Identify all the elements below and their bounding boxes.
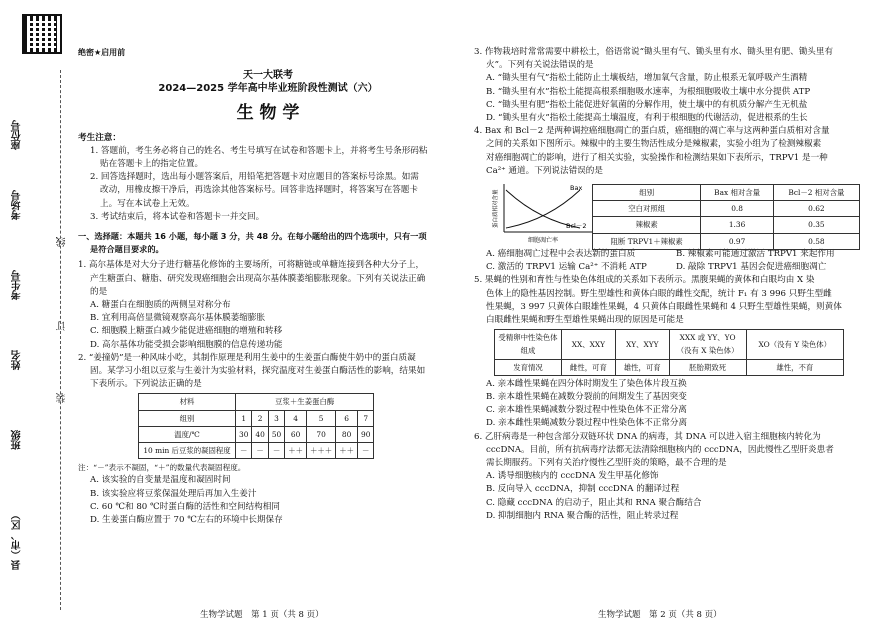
cell: ＋＋ [285, 443, 307, 459]
q5-option-c: C. 亲本雄性果蝇减数分裂过程中性染色体不正常分离 [486, 405, 687, 416]
note-line: 改动，用橡皮擦干净后，再选涂其他答案标号。回答非选择题时，将答案写在答题卡 [100, 185, 418, 196]
cell: 受精卵中性染色体组成 [495, 330, 562, 359]
q1-option-a: A. 糖蛋白在细胞质的两侧呈对称分布 [90, 300, 231, 311]
cell: 4 [285, 410, 307, 426]
footer-left: 生物学试题 第 1 页（共 8 页） [200, 610, 324, 620]
cell: 阻断 TRPV1＋辣椒素 [593, 233, 701, 249]
cell: 组别 [593, 185, 701, 201]
q3-option-a: A. “锄头里有气”指松土能防止土壤板结，增加氧气含量，防止根系无氧呼吸产生酒精 [486, 73, 808, 84]
cell: 组别 [139, 410, 236, 426]
cell: 1.36 [701, 217, 773, 233]
cell: － [268, 443, 284, 459]
secret-mark: 绝密★启用前 [78, 48, 126, 57]
cell: 7 [358, 410, 374, 426]
section-title: 一、选择题：本题共 16 小题，每小题 3 分，共 48 分。在每小题给出的四个选项中，只有一项 [78, 231, 427, 242]
q2-option-a: A. 该实验的自变量是温度和凝固时间 [90, 475, 231, 486]
q2-note: 注：“－”表示不凝固，“＋”的数量代表凝固程度。 [78, 463, 246, 473]
bcl2-label: Bcl－2 [566, 222, 587, 231]
q2-table [138, 393, 374, 459]
cell: 温度/℃ [139, 426, 236, 442]
q5-stem: 性果蝇，3 997 只黄体白眼雄性果蝇，4 只黄体白眼雌性果蝇和 4 只野生型雄性果蝇，则黄体 [486, 301, 842, 312]
note-line: 2. 回答选择题时，选出每小题答案后，用铅笔把答题卡对应题目的答案标号涂黑。如需 [90, 172, 419, 183]
q1-option-b: B. 宜利用高倍显微镜观察高尔基体膜萎缩膨胀 [90, 313, 266, 324]
cell: 10 min 后豆浆的凝固程度 [139, 443, 236, 459]
cell: 豆浆＋生姜蛋白酶 [236, 394, 374, 410]
q3-stem: 火”。下列有关说法错误的是 [486, 60, 594, 71]
cell: 1 [236, 410, 252, 426]
exam-title: 2024—2025 学年高中毕业班阶段性测试（六） [158, 83, 378, 95]
q6-stem: cccDNA。目前，所有抗病毒疗法都无法清除细胞核内的 cccDNA，因此慢性乙型肝炎患者 [486, 444, 834, 455]
q4-graph [488, 180, 598, 246]
left-column [78, 46, 458, 527]
county-label: 县（市、区） [12, 510, 23, 570]
cell: 0.8 [701, 201, 773, 217]
cell: 60 [285, 426, 307, 442]
cell: 2 [252, 410, 268, 426]
q3-option-c: C. “锄头里有肥”指松土能促进好氧菌的分解作用，使土壤中的有机质分解产生无机盐 [486, 99, 808, 110]
cell: 30 [236, 426, 252, 442]
q1-stem: 的是 [90, 286, 108, 297]
q6-option-d: D. 抑制细胞内 RNA 聚合酶的活性，阻止转录过程 [486, 510, 679, 521]
subject-title: 生 物 学 [236, 102, 300, 123]
cell: － [252, 443, 268, 459]
notes-title: 考生注意： [78, 132, 121, 143]
cell: Bax 相对含量 [701, 185, 773, 201]
note-line: 上。写在本试卷上无效。 [100, 198, 195, 209]
q2-option-c: C. 60 ℃和 80 ℃时蛋白酶的活性和空间结构相同 [90, 501, 280, 512]
cell: 雄性，不育 [746, 359, 843, 375]
q1-stem: 1. 高尔基体是对大分子进行糖基化修饰的主要场所，可将糖链或单糖连接到各种大分子上， [78, 260, 425, 271]
cut-word-bind: 装 [57, 392, 68, 403]
q4-table [592, 184, 860, 250]
q5-stem: 5. 果蝇的性别和育性与性染色体组成的关系如下表所示。黑腹果蝇的黄体和白眼均由 X 染 [474, 275, 815, 286]
cell: 40 [252, 426, 268, 442]
cell: 雄性，可育 [615, 359, 669, 375]
cell: 0.35 [773, 217, 859, 233]
q2-stem: 2. “姜撞奶”是一种风味小吃，其制作原理是利用生姜中的生姜蛋白酶使牛奶中的蛋白质凝 [78, 352, 416, 363]
cell: 70 [307, 426, 336, 442]
cell: ＋＋ [336, 443, 358, 459]
q2-stem: 固。某学习小组以豆浆与生姜汁为实验材料，探究温度对生姜蛋白酶活性的影响，结果如 [90, 366, 426, 377]
q4-options-row1 [474, 248, 862, 261]
right-column [474, 46, 862, 523]
q2-option-d: D. 生姜蛋白酶应置于 70 ℃左右的环境中长期保存 [90, 515, 283, 526]
name-label: 姓名 [12, 350, 23, 370]
note-line: 3. 考试结束后，将本试卷和答题卡一并交回。 [90, 211, 265, 222]
examinee-label: 考生号 [12, 270, 23, 300]
cell: 0.97 [701, 233, 773, 249]
y-axis-label: 蛋白质相对含量 [493, 189, 499, 229]
x-axis-label: 细胞凋亡率 [528, 237, 559, 245]
cell: 50 [268, 426, 284, 442]
cell: 雌性，可育 [562, 359, 616, 375]
class-label: 班级 [12, 430, 23, 450]
q4-stem: 对癌细胞凋亡的影响，进行了相关实验，实验操作和检测结果如下表所示，TRPV1 是一种 [486, 152, 828, 163]
cell: 3 [268, 410, 284, 426]
cell: 0.58 [773, 233, 859, 249]
q5-table [494, 329, 844, 376]
q4-stem: 之间的关系如下图所示。辣椒中的主要生物活性成分是辣椒素，实验小组为了检测辣椒素 [486, 139, 822, 150]
cell: 90 [358, 426, 374, 442]
q4-option-c: C. 激活的 TRPV1 运输 Ca²⁺ 不消耗 ATP [486, 262, 647, 273]
cell: － [358, 443, 374, 459]
q5-option-a: A. 亲本雌性果蝇在四分体时期发生了染色体片段互换 [486, 378, 687, 389]
cell: 5 [307, 410, 336, 426]
q6-stem: 需长期服药。下列有关治疗慢性乙型肝炎的策略，最不合理的是 [486, 458, 727, 469]
q4-option-b: B. 辣椒素可能通过激活 TRPV1 来起作用 [676, 249, 835, 260]
q4-option-a: A. 癌细胞凋亡过程中会表达新的蛋白质 [486, 249, 636, 260]
q3-option-d: D. “锄头里有火”指松土能提高土壤温度，有利于根细胞的代谢活动，促进根系的生长 [486, 113, 808, 124]
q4-stem: 4. Bax 和 Bcl－2 是两种调控癌细胞凋亡的蛋白质，癌细胞的凋亡率与这两种蛋白质相对含量 [474, 126, 830, 137]
q5-stem: 色体上的隐性基因控制。野生型雄性和黄体白眼的雌性交配，统计 F₁ 有 3 996 只野生型雌 [486, 288, 832, 299]
q1-stem: 产生糖蛋白、糖脂、研究发现癌细胞会出现高尔基体膜萎缩膨胀现象。下列有关说法正确 [90, 273, 426, 284]
cell: Bcl－2 相对含量 [773, 185, 859, 201]
note-line: 1. 答题前，考生务必将自己的姓名、考生号填写在试卷和答题卡上，并将考生号条形码粘 [90, 145, 428, 156]
q6-option-b: B. 反向导入 cccDNA，抑制 cccDNA 的翻译过程 [486, 484, 680, 495]
cell: 辣椒素 [593, 217, 701, 233]
q5-stem: 白眼雌性果蝇和野生型雄性果蝇出现的原因是可能是 [486, 315, 684, 326]
binding-sidebar [0, 0, 70, 630]
q6-option-c: C. 隐藏 cccDNA 的启动子，阻止其和 RNA 聚合酶结合 [486, 497, 702, 508]
cut-line [60, 70, 61, 610]
room-label: 考场号 [12, 190, 23, 220]
cell: 6 [336, 410, 358, 426]
cell: ＋＋＋ [307, 443, 336, 459]
q1-option-d: D. 高尔基体功能受损会影响细胞膜的信息传递功能 [90, 339, 283, 350]
qr-code-icon [22, 14, 62, 54]
cell: 0.62 [773, 201, 859, 217]
cell: 空白对照组 [593, 201, 701, 217]
q2-option-b: B. 该实验应将豆浆保温处理后再加入生姜汁 [90, 488, 257, 499]
q2-stem: 下表所示。下列说法正确的是 [90, 379, 202, 390]
cell: － [236, 443, 252, 459]
q1-option-c: C. 细胞膜上糖蛋白减少能促进癌细胞的增殖和转移 [90, 326, 283, 337]
q4-options-row2 [474, 261, 862, 274]
cut-word-order: 订 [57, 320, 68, 331]
q3-option-b: B. “锄头里有水”指松土能提高根系细胞吸水速率，为根细胞吸收土壤中水分提供 ATP [486, 86, 811, 97]
note-line: 贴在答题卡上的指定位置。 [100, 159, 204, 170]
cell: 80 [336, 426, 358, 442]
exam-org: 天一大联考 [243, 70, 293, 82]
cut-word-line: 线 [57, 236, 68, 247]
bax-label: Bax [570, 184, 583, 193]
q5-option-d: D. 亲本雌性果蝇减数分裂过程中性染色体不正常分离 [486, 418, 688, 429]
section-title-cont: 是符合题目要求的。 [90, 244, 164, 255]
q4-stem: Ca²⁺ 通道。下列说法错误的是 [486, 165, 603, 176]
cell: 胚胎期致死 [669, 359, 746, 375]
q6-stem: 6. 乙肝病毒是一种包含部分双链环状 DNA 的病毒，其 DNA 可以进入宿主细胞核内转化为 [474, 431, 821, 442]
cell: XX、XXY [562, 330, 616, 359]
q4-option-d: D. 敲除 TRPV1 基因会促进癌细胞凋亡 [676, 262, 827, 273]
footer-right: 生物学试题 第 2 页（共 8 页） [598, 610, 722, 620]
cell: 材料 [139, 394, 236, 410]
cell: XO（没有 Y 染色体） [746, 330, 843, 359]
q5-option-b: B. 亲本雄性果蝇在减数分裂前的间期发生了基因突变 [486, 392, 687, 403]
seat-label: 座位号 [12, 120, 23, 150]
q3-stem: 3. 作物栽培时常常需要中耕松土，俗语常说“锄头里有气、锄头里有水、锄头里有肥、锄头里有 [474, 47, 834, 57]
cell: XXX 或 YY、YO（没有 X 染色体） [669, 330, 746, 359]
cell: XY、XYY [615, 330, 669, 359]
q4-figure [474, 180, 862, 246]
cell: 发育情况 [495, 359, 562, 375]
q6-option-a: A. 诱导细胞核内的 cccDNA 发生甲基化修饰 [486, 471, 659, 482]
